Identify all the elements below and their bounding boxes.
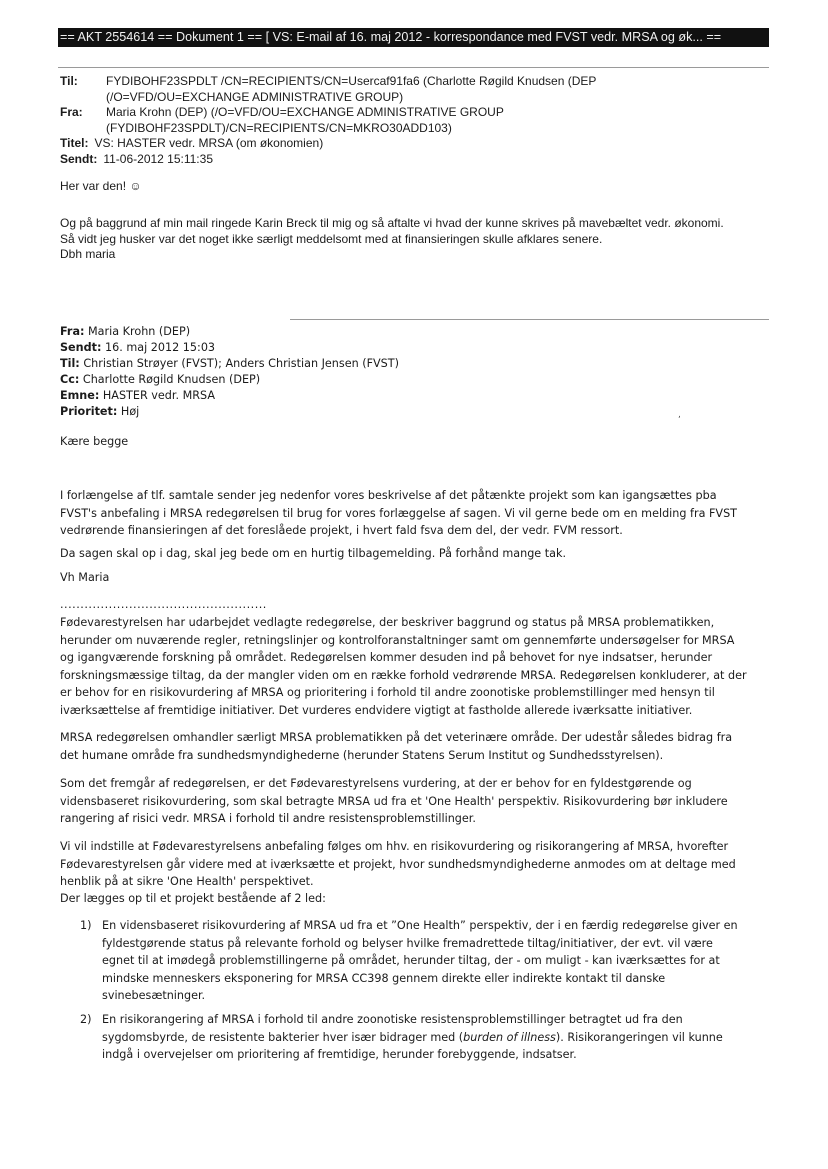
forward-sendt-row <box>60 152 760 168</box>
paragraph-recommendation <box>60 838 760 891</box>
original-greeting: Kære begge <box>60 435 129 448</box>
paragraph-request <box>60 487 760 540</box>
list-item-text <box>102 917 738 1005</box>
paragraph-line: det humane område fra sundhedsmyndighederne (herunder Statens Serum Institut og Sundhedsstyrelsen). <box>60 748 664 762</box>
original-emne-label: Emne: <box>60 388 100 402</box>
paragraph-line: Vi vil indstille at Fødevarestyrelsens anbefaling følges om hhv. en risikovurdering og risikorangering af MRSA, hvorefter <box>60 840 729 853</box>
burden-of-illness-term: burden of illness <box>463 1030 556 1044</box>
list-item-line: svinebesætninger. <box>102 989 206 1002</box>
forward-sendt-value: 11-06-2012 15:11:35 <box>103 151 213 166</box>
original-til-value: Christian Strøyer (FVST); Anders Christian Jensen (FVST) <box>83 356 399 370</box>
forward-signature: Dbh maria <box>60 247 116 262</box>
paragraph-line: I forlængelse af tlf. samtale sender jeg nedenfor vores beskrivelse af det påtænkte projekt som kan igangsættes pba <box>60 489 717 502</box>
original-sendt-row <box>60 340 399 356</box>
paragraph-line: forskningsmæssige tiltag, da der mangler viden om en række forhold vedrørende MRSA. Redegørelsen konkluderer, at der <box>60 668 747 682</box>
list-item-segment: sygdomsbyrde, de resistente bakterier hver især bidrager med ( <box>102 1030 464 1044</box>
forward-fra-row <box>60 105 760 121</box>
paragraph-project-intro: Der lægges op til et projekt bestående af 2 led: <box>60 892 326 905</box>
paragraph-line: vidensbaseret risikovurdering, som skal betragte MRSA ud fra et 'One Health' perspektiv. Risikovurdering bør inkludere <box>60 794 728 808</box>
list-item-line: mindske menneskers eksponering for MRSA CC398 gennem direkte eller indirekte kontakt til danske <box>102 971 666 985</box>
paragraph-urgency: Da sagen skal op i dag, skal jeg bede om en hurtig tilbagemelding. På forhånd mange tak. <box>60 547 567 560</box>
forward-fra-label: Fra: <box>60 105 83 120</box>
original-fra-value: Maria Krohn (DEP) <box>88 325 191 338</box>
paragraph-line: Fødevarestyrelsen har udarbejdet vedlagte redegørelse, der beskriver baggrund og status på MRSA problematikken, <box>60 616 715 629</box>
document-banner: == AKT 2554614 == Dokument 1 == [ VS: E-mail af 16. maj 2012 - korrespondance med FVST vedr. MRSA og øk... == <box>58 28 769 47</box>
list-item-line: fyldestgørende status på relevante forhold og belyser hvilke fremadrettede tiltag/initiativer, der evt. vil være <box>102 936 713 950</box>
forward-sendt-label: Sendt: <box>60 151 98 166</box>
original-prioritet-label: Prioritet: <box>60 404 118 418</box>
original-fra-label: Fra: <box>60 325 85 338</box>
list-item-line: egnet til at imødegå problemstillingerne på området, herunder tiltag, der - om muligt - kan iværksættes for at <box>102 954 720 967</box>
paragraph-line: og igangværende forskning på området. Redegørelsen kommer desuden ind på behovet for nye indsatser, herunder <box>60 651 713 664</box>
forward-til-row <box>60 74 760 90</box>
forward-body-line: Så vidt jeg husker var det noget ikke særligt meddelsomt med at finansieringen skulle afklares senere. <box>60 231 603 246</box>
header-divider <box>58 67 769 68</box>
list-item-line: indgå i overvejelser om prioritering af fremtidige, herunder forebyggende, indsatser. <box>102 1048 577 1061</box>
forward-titel-label: Titel: <box>60 136 89 151</box>
paragraph-line: vedrørende finansieringen af det foreslåede projekt, i hvert fald fsva dem del, der vedr. FVM ressort. <box>60 524 623 537</box>
paragraph-veterinary <box>60 729 760 764</box>
original-cc-value: Charlotte Røgild Knudsen (DEP) <box>82 372 261 386</box>
forward-header <box>60 74 760 168</box>
paragraph-line: herunder om nuværende regler, retningslinjer og kontrolforanstaltninger samt om gennemførte undersøgelser for MRSA <box>60 633 735 647</box>
paragraph-line: MRSA redegørelsen omhandler særligt MRSA problematikken på det veterinære område. Der udestår således bidrag fra <box>60 731 733 744</box>
list-item-segment: ). Risikorangeringen vil kunne <box>555 1030 723 1044</box>
list-item <box>80 917 760 1005</box>
forward-titel-value: VS: HASTER vedr. MRSA (om økonomien) <box>94 136 324 151</box>
original-til-label: Til: <box>60 356 80 370</box>
forward-til-value: FYDIBOHF23SPDLT /CN=RECIPIENTS/CN=Usercaf91fa6 (Charlotte Røgild Knudsen (DEP <box>106 74 597 88</box>
list-item-number: 2) <box>80 1013 92 1026</box>
original-message-divider <box>290 319 769 320</box>
paragraph-line: er behov for en risikovurdering af MRSA og prioritering i forhold til andre zoonotiske problemstillinger med hensyn til <box>60 686 715 699</box>
forward-titel-row <box>60 136 760 152</box>
original-header <box>60 324 399 419</box>
paragraph-line: rangering af risici vedr. MRSA i forhold til andre resistensproblemstillinger. <box>60 812 476 825</box>
scan-mark: , <box>678 410 681 420</box>
original-emne-value: HASTER vedr. MRSA <box>102 388 215 402</box>
paragraph-line: iværksættelse af fremtidige initiativer. Det vurderes endvidere vigtigt at fastholde allerede iværksatte initiativer. <box>60 703 693 717</box>
paragraph-assessment <box>60 775 760 828</box>
paragraph-redegorelse <box>60 614 760 719</box>
original-prioritet-value: Høj <box>120 404 140 418</box>
forward-fra-value: Maria Krohn (DEP) (/O=VFD/OU=EXCHANGE ADMINISTRATIVE GROUP <box>106 105 504 120</box>
original-sendt-value: 16. maj 2012 15:03 <box>105 340 216 354</box>
forward-til-value-cont: (/O=VFD/OU=EXCHANGE ADMINISTRATIVE GROUP) <box>106 89 404 104</box>
paragraph-line: Som det fremgår af redegørelsen, er det Fødevarestyrelsens vurdering, at der er behov for en fyldestgørende og <box>60 777 692 790</box>
original-cc-label: Cc: <box>60 372 80 386</box>
original-signoff: Vh Maria <box>60 571 110 584</box>
forward-fra-value-cont: (FYDIBOHF23SPDLT)/CN=RECIPIENTS/CN=MKRO30ADD103) <box>106 120 452 135</box>
paragraph-line: FVST's anbefaling i MRSA redegørelsen til brug for vores forlæggelse af sagen. Vi vil gerne bede om en melding fra FVST <box>60 506 738 520</box>
original-cc-row <box>60 372 399 388</box>
list-item-line <box>102 1029 723 1047</box>
forward-body <box>60 216 780 263</box>
original-sendt-label: Sendt: <box>60 340 102 354</box>
forward-til-label: Til: <box>60 74 78 88</box>
original-til-row <box>60 356 399 372</box>
list-item <box>80 1011 760 1064</box>
dotted-separator: ................................................... <box>60 598 267 611</box>
paragraph-line: Fødevarestyrelsen går videre med at iværksætte et projekt, hvor sundhedsmyndighederne anmodes om at deltage med <box>60 857 736 871</box>
paragraph-line: henblik på at sikre 'One Health' perspektivet. <box>60 875 314 888</box>
forward-body-line: Og på baggrund af min mail ringede Karin Breck til mig og så aftalte vi hvad der kunne skrives på mavebæltet vedr. økonomi. <box>60 216 724 230</box>
original-emne-row <box>60 388 399 404</box>
list-item-text <box>102 1011 723 1064</box>
original-prioritet-row <box>60 404 399 420</box>
forward-greeting: Her var den! ☺ <box>60 179 142 193</box>
list-item-line: En risikorangering af MRSA i forhold til andre zoonotiske resistensproblemstillinger betragtet ud fra den <box>102 1013 683 1026</box>
list-item-line: En vidensbaseret risikovurdering af MRSA ud fra et ”One Health” perspektiv, der i en færdig redegørelse giver en <box>102 919 738 932</box>
list-item-number: 1) <box>80 919 92 932</box>
original-fra-row <box>60 324 399 340</box>
